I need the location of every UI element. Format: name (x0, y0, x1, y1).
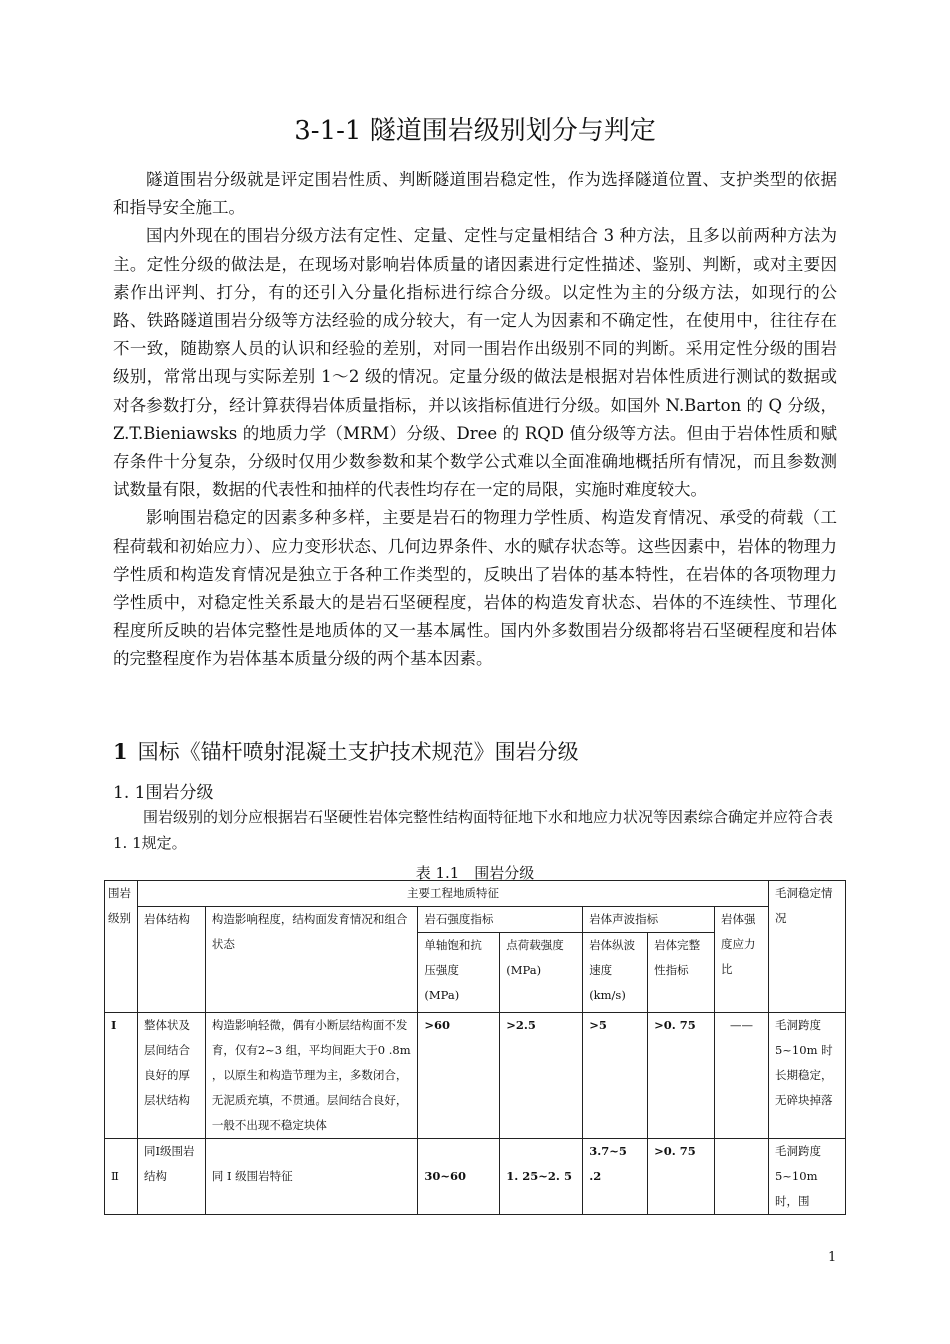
header-pls: 点荷载强度(MPa) (500, 933, 583, 1013)
subsection-heading: 1. 1围岩分级 (113, 783, 214, 803)
cell-grade: Ⅱ (105, 1139, 138, 1215)
cell-ucs: 30~60 (418, 1139, 500, 1215)
header-rock-strength: 岩石强度指标 (418, 907, 583, 933)
section-number: 1 (113, 739, 128, 764)
cell-pls: 1. 25~2. 5 (500, 1139, 583, 1215)
cell-velocity: 3.7~5 .2 (583, 1139, 648, 1215)
cell-ratio (715, 1139, 769, 1215)
cell-pls: >2.5 (500, 1013, 583, 1139)
header-velocity: 岩体纵波速度(km/s) (583, 933, 648, 1013)
cell-velocity: >5 (583, 1013, 648, 1139)
section-heading (113, 736, 579, 766)
header-structure: 岩体结构 (137, 907, 205, 1013)
cell-stability: 毛洞跨度5~10m 时，围 (768, 1139, 845, 1215)
paragraph: 国内外现在的围岩分级方法有定性、定量、定性与定量相结合 3 种方法，且多以前两种方法为主。定性分级的做法是，在现场对影响岩体质量的诸因素进行定性描述、鉴别、判断，或对主要因素作出评判、打分，有的还引入分量化指标进行综合分级。以定性为主的分级方法，如现行的公路、铁路隧道围岩分级等方法经验的成分较大，有一定人为因素和不确定性，在使用中，往往存在不一致，随勘察人员的认识和经验的差别，对同一围岩作出级别不同的判断。采用定性分级的围岩级别，常常出现与实际差别 1～2 级的情况。定量分级的做法是根据对岩体性质进行测试的数据或对各参数打分，经计算获得岩体质量指标，并以该指标值进行分级。如国外 N.Barton 的 Q 分级，Z.T.Bieniawsks 的地质力学（MRM）分级、Dree 的 RQD 值分级等方法。但由于岩体性质和赋存条件十分复杂，分级时仅用少数参数和某个数学公式难以全面准确地概括所有情况，而且参数测试数量有限，数据的代表性和抽样的代表性均存在一定的局限，实施时难度较大。 (113, 226, 837, 500)
page-number: 1 (828, 1250, 837, 1265)
header-ratio: 岩体强度应力比 (715, 907, 769, 1013)
header-integrity: 岩体完整性指标 (648, 933, 715, 1013)
paragraph: 隧道围岩分级就是评定围岩性质、判断隧道围岩稳定性，作为选择隧道位置、支护类型的依据和指导安全施工。 (113, 170, 837, 218)
cell-tectonic: 构造影响轻微，偶有小断层结构面不发育，仅有2~3 组，平均间距大于0 .8m ，以原生和构造节理为主，多数闭合，无泥质充填，不贯通。层间结合良好，一般不出现不稳定块体 (205, 1013, 418, 1139)
cell-structure: 整体状及层间结合良好的厚层状结构 (137, 1013, 205, 1139)
header-ucs: 单轴饱和抗压强度(MPa) (418, 933, 500, 1013)
subsection-text (113, 804, 837, 856)
header-stability: 毛洞稳定情况 (768, 881, 845, 1013)
paragraph: 影响围岩稳定的因素多种多样，主要是岩石的物理力学性质、构造发育情况、承受的荷载（工程荷载和初始应力）、应力变形状态、几何边界条件、水的赋存状态等。这些因素中，岩体的物理力学性质和构造发育情况是独立于各种工作类型的，反映出了岩体的基本特性，在岩体的各项物理力学性质中，对稳定性关系最大的是岩石坚硬程度，岩体的构造发育状态、岩体的不连续性、节理化程度所反映的岩体完整性是地质体的又一基本属性。国内外多数围岩分级都将岩石坚硬程度和岩体的完整程度作为岩体基本质量分级的两个基本因素。 (113, 508, 837, 669)
cell-tectonic: 同 I 级围岩特征 (205, 1139, 418, 1215)
cell-integrity: >0. 75 (648, 1139, 715, 1215)
table-row (105, 1139, 846, 1215)
header-main: 主要工程地质特征 (137, 881, 768, 907)
cell-grade: I (105, 1013, 138, 1139)
header-tectonic: 构造影响程度，结构面发育情况和组合状态 (205, 907, 418, 1013)
header-grade: 围岩级别 (105, 881, 138, 1013)
cell-structure: 同I级围岩结构 (137, 1139, 205, 1215)
section-title: 国标《锚杆喷射混凝土支护技术规范》围岩分级 (137, 740, 579, 764)
page-title: 3-1-1 隧道围岩级别划分与判定 (294, 116, 656, 146)
cell-stability: 毛洞跨度5~10m 时长期稳定，无碎块掉落 (768, 1013, 845, 1139)
table-row (105, 1013, 846, 1139)
header-sonic: 岩体声波指标 (583, 907, 715, 933)
cell-ratio: —— (715, 1013, 769, 1139)
cell-ucs: >60 (418, 1013, 500, 1139)
body-text (113, 166, 837, 674)
paragraph: 围岩级别的划分应根据岩石坚硬性岩体完整性结构面特征地下水和地应力状况等因素综合确定并应符合表1. 1规定。 (113, 808, 834, 852)
rock-grade-table (104, 880, 846, 1215)
table-caption: 表 1.1 围岩分级 (415, 864, 535, 882)
cell-integrity: >0. 75 (648, 1013, 715, 1139)
